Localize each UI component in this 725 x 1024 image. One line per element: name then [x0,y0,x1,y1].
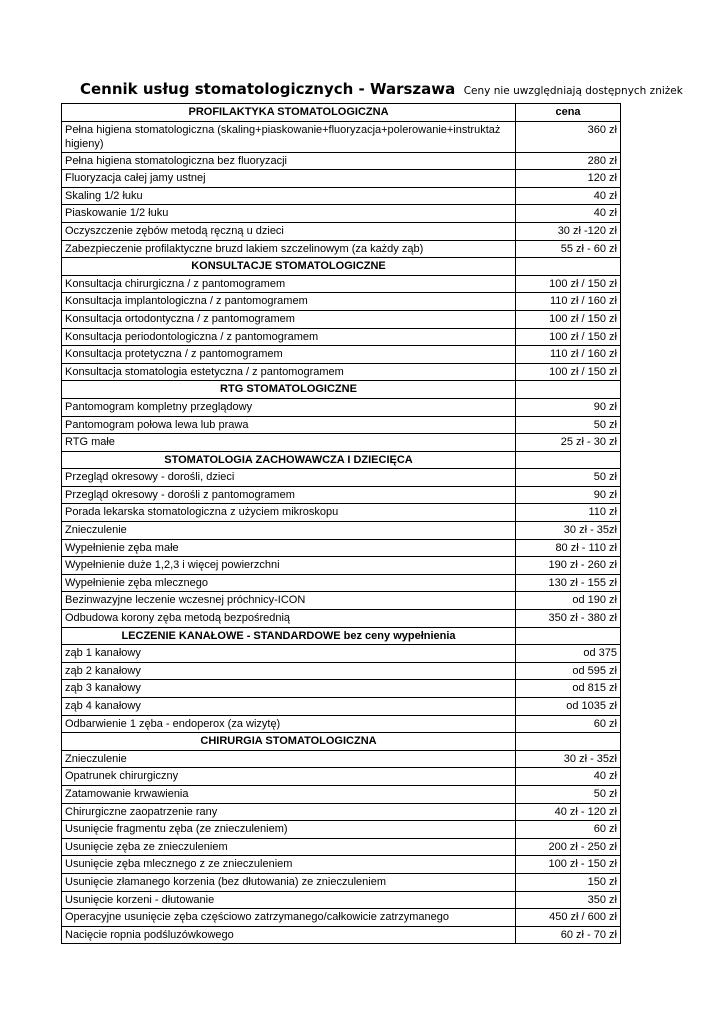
service-price: 110 zł [516,504,621,522]
service-price: 90 zł [516,486,621,504]
service-name: Oczyszczenie zębów metodą ręczną u dzieci [62,222,516,240]
section-header-row [62,381,621,399]
service-name: Usunięcie zęba ze znieczuleniem [62,838,516,856]
service-name: ząb 3 kanałowy [62,680,516,698]
table-row [62,610,621,628]
service-price: 50 zł [516,469,621,487]
section-header-row [62,627,621,645]
service-price: 30 zł - 35zł [516,750,621,768]
service-name: Opatrunek chirurgiczny [62,768,516,786]
service-name: Chirurgiczne zaopatrzenie rany [62,803,516,821]
table-row [62,469,621,487]
service-name: Porada lekarska stomatologiczna z użyciem mikroskopu [62,504,516,522]
table-row [62,715,621,733]
table-row [62,662,621,680]
service-name: Odbarwienie 1 zęba - endoperox (za wizytę) [62,715,516,733]
service-name: Fluoryzacja całej jamy ustnej [62,170,516,188]
service-name: Konsultacja ortodontyczna / z pantomogramem [62,310,516,328]
service-name: Usunięcie zęba mlecznego z ze znieczuleniem [62,856,516,874]
section-heading: KONSULTACJE STOMATOLOGICZNE [62,258,516,276]
table-row [62,121,621,152]
table-row [62,785,621,803]
table-row [62,768,621,786]
service-name: Bezinwazyjne leczenie wczesnej próchnicy-ICON [62,592,516,610]
service-price: 40 zł [516,187,621,205]
section-header-row [62,733,621,751]
service-name: Przegląd okresowy - dorośli, dzieci [62,469,516,487]
service-name: Pełna higiena stomatologiczna bez fluoryzacji [62,152,516,170]
service-name: Zabezpieczenie profilaktyczne bruzd lakiem szczelinowym (za każdy ząb) [62,240,516,258]
table-row [62,240,621,258]
table-row [62,557,621,575]
service-name: RTG małe [62,434,516,452]
service-price: 200 zł - 250 zł [516,838,621,856]
section-price-header [516,451,621,469]
service-price: 40 zł [516,205,621,223]
table-row [62,328,621,346]
table-row [62,926,621,944]
service-price: 60 zł - 70 zł [516,926,621,944]
service-name: Znieczulenie [62,522,516,540]
service-name: Konsultacja protetyczna / z pantomogramem [62,346,516,364]
service-price: 110 zł / 160 zł [516,346,621,364]
service-price: 100 zł / 150 zł [516,328,621,346]
table-row [62,856,621,874]
service-name: Wypełnienie duże 1,2,3 i więcej powierzchni [62,557,516,575]
service-price: 30 zł -120 zł [516,222,621,240]
service-name: ząb 4 kanałowy [62,698,516,716]
service-price: 360 zł [516,121,621,152]
table-row [62,222,621,240]
service-name: Wypełnienie zęba małe [62,539,516,557]
table-row [62,398,621,416]
table-row [62,170,621,188]
service-price: od 1035 zł [516,698,621,716]
table-row [62,187,621,205]
discount-note: Ceny nie uwzględniają dostępnych zniżek [463,85,683,97]
table-row [62,838,621,856]
service-name: Usunięcie korzeni - dłutowanie [62,891,516,909]
price-table-body [62,104,621,944]
service-price: 280 zł [516,152,621,170]
service-price: 100 zł - 150 zł [516,856,621,874]
service-name: Operacyjne usunięcie zęba częściowo zatrzymanego/całkowicie zatrzymanego [62,909,516,927]
page-title: Cennik usług stomatologicznych - Warszawa [80,80,456,98]
service-name: Nacięcie ropnia podśluzówkowego [62,926,516,944]
price-table [61,103,621,944]
service-price: 130 zł - 155 zł [516,574,621,592]
table-row [62,416,621,434]
table-row [62,539,621,557]
service-price: 40 zł [516,768,621,786]
table-row [62,522,621,540]
table-row [62,486,621,504]
service-name: Konsultacja implantologiczna / z pantomogramem [62,293,516,311]
price-column-header: cena [516,104,621,122]
service-price: 50 zł [516,785,621,803]
service-name: Skaling 1/2 łuku [62,187,516,205]
service-price: 55 zł - 60 zł [516,240,621,258]
service-name: Konsultacja periodontologiczna / z pantomogramem [62,328,516,346]
service-price: 120 zł [516,170,621,188]
table-row [62,275,621,293]
service-price: od 375 [516,645,621,663]
table-row [62,574,621,592]
table-row [62,152,621,170]
service-name: Pantomogram połowa lewa lub prawa [62,416,516,434]
service-price: 100 zł / 150 zł [516,363,621,381]
service-price: 450 zł / 600 zł [516,909,621,927]
table-row [62,645,621,663]
table-row [62,434,621,452]
table-row [62,310,621,328]
service-price: 110 zł / 160 zł [516,293,621,311]
section-price-header [516,258,621,276]
table-row [62,363,621,381]
section-heading: RTG STOMATOLOGICZNE [62,381,516,399]
table-row [62,346,621,364]
section-price-header [516,733,621,751]
section-heading: PROFILAKTYKA STOMATOLOGICZNA [62,104,516,122]
service-price: 40 zł - 120 zł [516,803,621,821]
table-row [62,592,621,610]
service-name: Przegląd okresowy - dorośli z pantomogramem [62,486,516,504]
service-name: Wypełnienie zęba mlecznego [62,574,516,592]
service-name: Konsultacja stomatologia estetyczna / z pantomogramem [62,363,516,381]
section-header-row [62,258,621,276]
page-title-line [80,80,720,99]
service-price: 30 zł - 35zł [516,522,621,540]
service-price: 60 zł [516,821,621,839]
service-name: ząb 2 kanałowy [62,662,516,680]
section-heading: LECZENIE KANAŁOWE - STANDARDOWE bez ceny wypełnienia [62,627,516,645]
service-price: 80 zł - 110 zł [516,539,621,557]
service-price: od 595 zł [516,662,621,680]
section-price-header [516,627,621,645]
section-header-row [62,104,621,122]
table-row [62,504,621,522]
table-row [62,680,621,698]
service-price: 350 zł [516,891,621,909]
service-price: 100 zł / 150 zł [516,310,621,328]
service-price: 350 zł - 380 zł [516,610,621,628]
service-price: 25 zł - 30 zł [516,434,621,452]
table-row [62,821,621,839]
service-name: Pełna higiena stomatologiczna (skaling+piaskowanie+fluoryzacja+polerowanie+instruktaż higieny) [62,121,516,152]
table-row [62,803,621,821]
service-price: 90 zł [516,398,621,416]
table-row [62,698,621,716]
table-row [62,205,621,223]
section-heading: STOMATOLOGIA ZACHOWAWCZA I DZIECIĘCA [62,451,516,469]
service-price: od 190 zł [516,592,621,610]
service-name: Piaskowanie 1/2 łuku [62,205,516,223]
section-header-row [62,451,621,469]
service-price: 190 zł - 260 zł [516,557,621,575]
service-price: od 815 zł [516,680,621,698]
service-price: 100 zł / 150 zł [516,275,621,293]
service-name: Usunięcie złamanego korzenia (bez dłutowania) ze znieczuleniem [62,873,516,891]
service-name: Pantomogram kompletny przeglądowy [62,398,516,416]
service-price: 150 zł [516,873,621,891]
table-row [62,750,621,768]
section-price-header [516,381,621,399]
service-name: Znieczulenie [62,750,516,768]
table-row [62,909,621,927]
service-price: 50 zł [516,416,621,434]
section-heading: CHIRURGIA STOMATOLOGICZNA [62,733,516,751]
service-price: 60 zł [516,715,621,733]
table-row [62,293,621,311]
service-name: ząb 1 kanałowy [62,645,516,663]
service-name: Konsultacja chirurgiczna / z pantomogramem [62,275,516,293]
table-row [62,891,621,909]
service-name: Odbudowa korony zęba metodą bezpośrednią [62,610,516,628]
service-name: Zatamowanie krwawienia [62,785,516,803]
service-name: Usunięcie fragmentu zęba (ze znieczuleniem) [62,821,516,839]
table-row [62,873,621,891]
